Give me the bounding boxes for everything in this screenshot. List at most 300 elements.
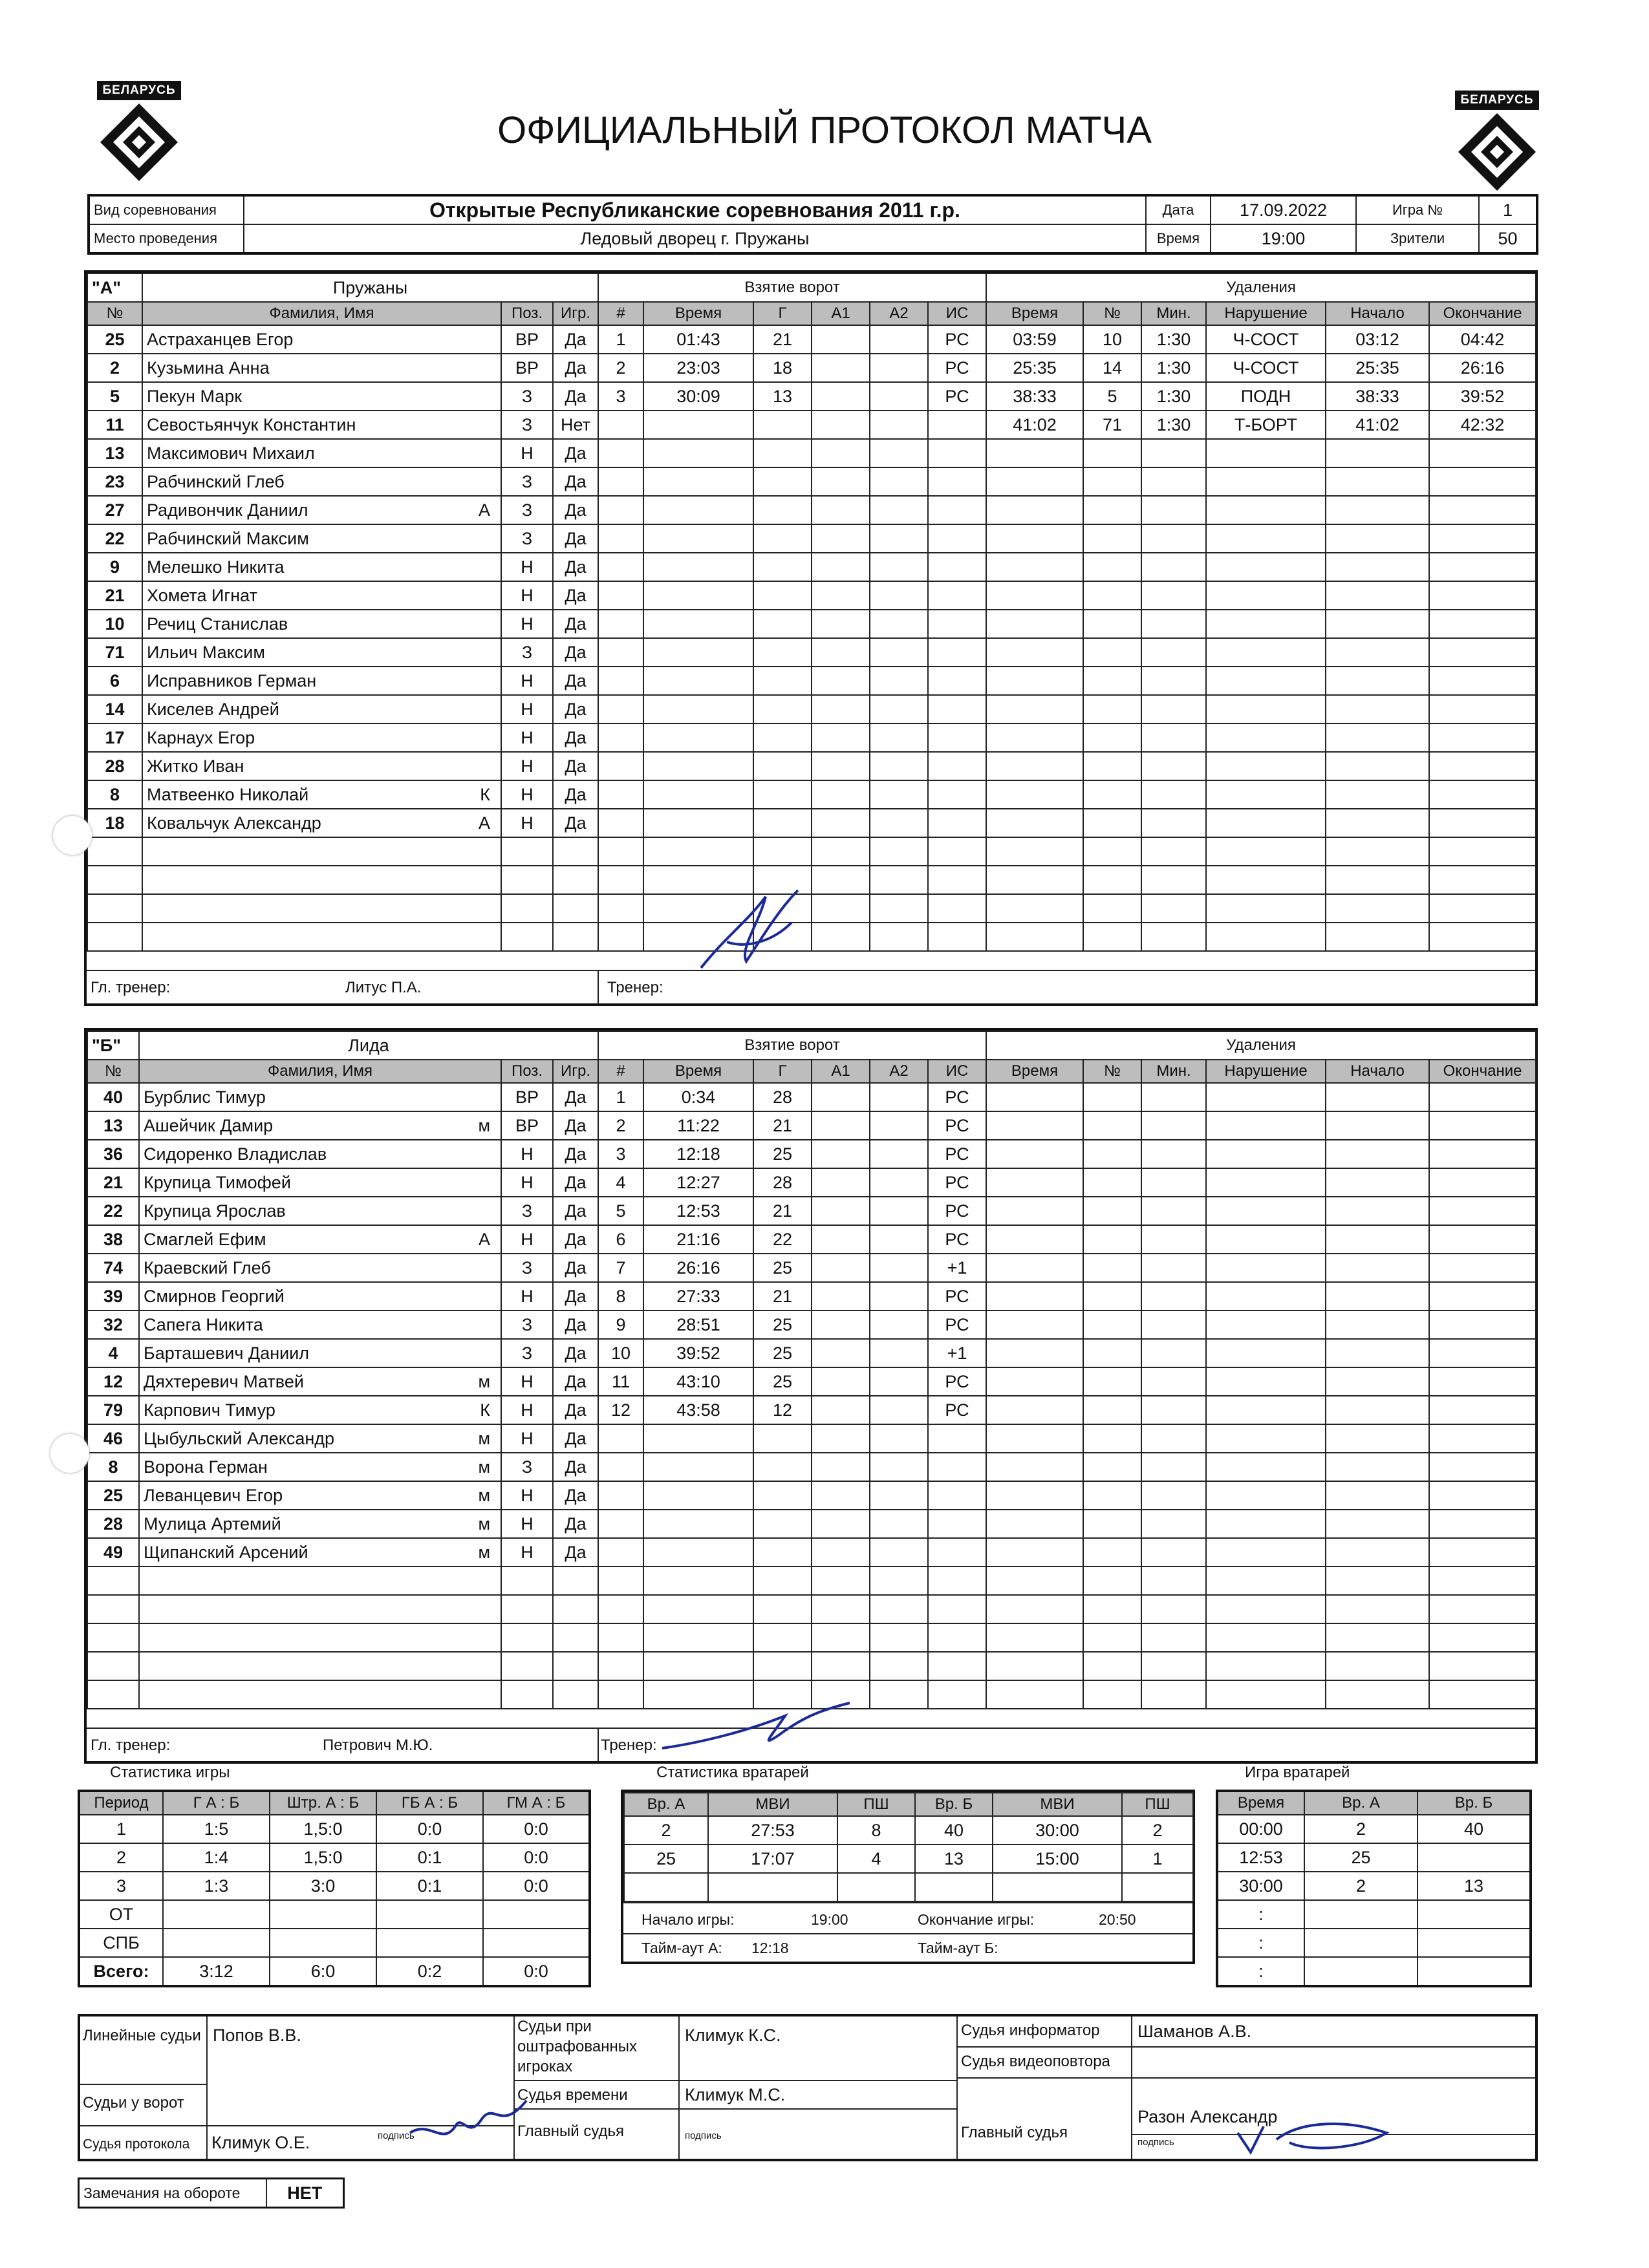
penalty-start [1326, 837, 1429, 866]
goal-assist1 [812, 1538, 870, 1567]
goal-row [598, 667, 986, 695]
penalty-start [1326, 780, 1429, 809]
penalty-end [1429, 1481, 1536, 1510]
goal-scorer [753, 667, 812, 695]
goal-row [598, 1140, 986, 1168]
game-stat-cell: 3:0 [270, 1872, 376, 1900]
goalie-play-cell [1304, 1929, 1417, 1957]
goal-scorer [753, 1453, 812, 1481]
goalie-play-row [1217, 1929, 1531, 1957]
goal-assist1 [812, 411, 870, 439]
goal-number [598, 837, 643, 866]
team-letter: "Б" [87, 1031, 139, 1060]
goal-situation [928, 581, 986, 610]
goal-row [598, 325, 986, 354]
goal-assist1 [812, 667, 870, 695]
penalty-minutes [1141, 780, 1206, 809]
penalty-time [986, 1111, 1083, 1140]
penalty-time [986, 1311, 1083, 1339]
goal-situation: РС [928, 1197, 986, 1225]
penalty-row [986, 1339, 1536, 1367]
penalty-player: 10 [1083, 325, 1141, 354]
goalie-play-cell: 30:00 [1217, 1872, 1304, 1900]
goalie-stat-cell: 2 [624, 1816, 708, 1845]
officials-section: Линейные судьи Попов В.В. Судьи у ворот Судья протокола Климук О.Е. подпись Судьи при оштрафованных игроках Климук К.С. Судья времени Климук М.С. Главный судья подпись Судья информатор Шаманов А.В. Судья видеоповтора Главный судья Разон Александр подпись [78, 2014, 1538, 2161]
goal-assist2 [870, 1367, 928, 1396]
player-row [87, 1595, 598, 1623]
penalty-start [1326, 752, 1429, 780]
table-row [87, 1031, 598, 1060]
player-row [87, 1225, 598, 1254]
penalty-time [986, 1168, 1083, 1197]
penalty-player [1083, 1140, 1141, 1168]
player-name-text: Смирнов Георгий [144, 1286, 285, 1306]
penalty-start [1326, 439, 1429, 467]
table-row [986, 1031, 1536, 1060]
goal-situation: РС [928, 1168, 986, 1197]
goal-row [598, 1396, 986, 1424]
goal-assist1 [812, 1311, 870, 1339]
player-position: З [501, 638, 553, 667]
player-flag: А [478, 813, 490, 833]
goal-assist1 [812, 1225, 870, 1254]
player-row [87, 1623, 598, 1652]
game-stat-row [79, 1815, 590, 1843]
penalty-minutes: 1:30 [1141, 411, 1206, 439]
penalty-minutes [1141, 1680, 1206, 1709]
penalty-infraction [1206, 1453, 1326, 1481]
penalty-row [986, 1254, 1536, 1282]
goal-assist2 [870, 1567, 928, 1595]
penalty-player [1083, 1481, 1141, 1510]
goal-time: 23:03 [643, 354, 753, 382]
goal-time [643, 723, 753, 752]
goal-assist2 [870, 1197, 928, 1225]
player-row [87, 354, 598, 382]
player-number: 21 [87, 1168, 139, 1197]
penalty-end: 26:16 [1429, 354, 1536, 382]
player-plays: Да [553, 1168, 598, 1197]
goalie-play-row [1217, 1843, 1531, 1872]
penalty-player [1083, 1424, 1141, 1453]
player-name [142, 723, 501, 752]
goal-situation [928, 1623, 986, 1652]
goalie-play-cell: 2 [1304, 1872, 1417, 1900]
player-name-text: Севостьянчук Константин [147, 414, 356, 434]
protocol-judge-signature-icon [404, 2094, 533, 2159]
player-row [87, 1111, 598, 1140]
penalty-player [1083, 496, 1141, 524]
player-number: 79 [87, 1396, 139, 1424]
penalty-infraction [1206, 780, 1326, 809]
penalty-player [1083, 1595, 1141, 1623]
goal-number [598, 1652, 643, 1680]
penalty-time [986, 1396, 1083, 1424]
player-plays [553, 1595, 598, 1623]
goal-assist1 [812, 1453, 870, 1481]
player-position [501, 866, 553, 894]
penalty-player: 14 [1083, 354, 1141, 382]
player-plays: Да [553, 581, 598, 610]
player-number [87, 894, 142, 923]
penalty-end [1429, 1254, 1536, 1282]
player-plays: Да [553, 1481, 598, 1510]
penalty-row [986, 1367, 1536, 1396]
penalty-minutes [1141, 439, 1206, 467]
penalty-end [1429, 695, 1536, 723]
penalty-time [986, 524, 1083, 553]
player-name [139, 1311, 501, 1339]
penalty-infraction: Ч-СОСТ [1206, 354, 1326, 382]
penalty-minutes [1141, 1140, 1206, 1168]
player-position: Н [501, 1396, 553, 1424]
player-number: 40 [87, 1083, 139, 1111]
goal-row [598, 1282, 986, 1311]
penalty-player [1083, 524, 1141, 553]
player-name [142, 866, 501, 894]
penalty-infraction [1206, 524, 1326, 553]
player-name-text: Леванцевич Егор [144, 1485, 283, 1505]
player-plays: Да [553, 723, 598, 752]
goal-scorer [753, 1538, 812, 1567]
player-row [87, 1339, 598, 1367]
goal-assist2 [870, 439, 928, 467]
game-stat-cell [483, 1900, 590, 1929]
player-number [87, 1623, 139, 1652]
penalty-end [1429, 1680, 1536, 1709]
goalie-play-cell [1417, 1957, 1531, 1986]
penalty-end [1429, 1396, 1536, 1424]
player-name [139, 1339, 501, 1367]
player-position: Н [501, 581, 553, 610]
player-plays: Да [553, 1424, 598, 1453]
goal-scorer [753, 496, 812, 524]
player-flag: А [478, 1229, 490, 1249]
player-row [87, 1538, 598, 1567]
game-start: 19:00 [811, 1911, 848, 1928]
penalty-start [1326, 1680, 1429, 1709]
goal-situation [928, 695, 986, 723]
penalty-minutes [1141, 1595, 1206, 1623]
player-row [87, 467, 598, 496]
player-name-text: Ковальчук Александр [147, 813, 321, 833]
goalie-stat-cell [837, 1873, 915, 1901]
player-plays: Да [553, 1538, 598, 1567]
penalty-end [1429, 524, 1536, 553]
goal-scorer [753, 1652, 812, 1680]
goal-assist2 [870, 610, 928, 638]
goal-scorer [753, 467, 812, 496]
goal-scorer: 28 [753, 1083, 812, 1111]
penalty-end [1429, 1197, 1536, 1225]
table-row [598, 273, 986, 302]
penalty-minutes [1141, 1481, 1206, 1510]
goal-scorer: 28 [753, 1168, 812, 1197]
penalty-minutes [1141, 1424, 1206, 1453]
penalty-row [986, 1595, 1536, 1623]
goal-situation: РС [928, 1225, 986, 1254]
remarks-value: НЕТ [266, 2179, 344, 2208]
penalty-player [1083, 1282, 1141, 1311]
table-row [598, 1031, 986, 1060]
goal-scorer [753, 439, 812, 467]
penalty-row [986, 1083, 1536, 1111]
player-row [87, 1510, 598, 1538]
penalty-time [986, 610, 1083, 638]
goal-time: 12:27 [643, 1168, 753, 1197]
penalty-start [1326, 1140, 1429, 1168]
penalty-time [986, 1680, 1083, 1709]
goal-assist1 [812, 610, 870, 638]
penalty-time [986, 894, 1083, 923]
player-name [139, 1595, 501, 1623]
penalty-start: 38:33 [1326, 382, 1429, 411]
goal-situation [928, 667, 986, 695]
goal-situation: +1 [928, 1339, 986, 1367]
player-position: З [501, 467, 553, 496]
penalty-start: 41:02 [1326, 411, 1429, 439]
player-row [87, 1367, 598, 1396]
player-number [87, 1680, 139, 1709]
goal-time: 39:52 [643, 1339, 753, 1367]
player-number: 28 [87, 1510, 139, 1538]
goalie-play-cell: 12:53 [1217, 1843, 1304, 1872]
penalty-time [986, 1424, 1083, 1453]
player-plays: Да [553, 382, 598, 411]
penalty-time [986, 1453, 1083, 1481]
player-number: 32 [87, 1311, 139, 1339]
penalty-end [1429, 467, 1536, 496]
penalty-row [986, 752, 1536, 780]
penalty-infraction [1206, 1197, 1326, 1225]
player-name [142, 553, 501, 581]
player-plays: Да [553, 1225, 598, 1254]
main-judge: Разон Александр [1137, 2107, 1278, 2126]
penalty-time [986, 923, 1083, 951]
goal-assist2 [870, 354, 928, 382]
penalty-time [986, 1282, 1083, 1311]
time-judge: Климук М.С. [685, 2085, 786, 2104]
goal-assist1 [812, 1510, 870, 1538]
team-b-section [84, 1028, 1538, 1764]
player-row [87, 695, 598, 723]
player-row [87, 1396, 598, 1424]
player-flag: м [478, 1115, 490, 1135]
player-name-text: Мелешко Никита [147, 557, 285, 577]
penalty-minutes [1141, 1453, 1206, 1481]
goal-assist2 [870, 1652, 928, 1680]
goal-situation [928, 752, 986, 780]
goal-assist1 [812, 1339, 870, 1367]
player-position: З [501, 1254, 553, 1282]
player-name-text: Радивончик Даниил [147, 500, 308, 520]
penalty-infraction: Ч-СОСТ [1206, 325, 1326, 354]
goal-assist1 [812, 780, 870, 809]
player-name [142, 809, 501, 837]
penalty-minutes [1141, 1083, 1206, 1111]
player-number [87, 866, 142, 894]
logo-text: БЕЛАРУСЬ [1455, 91, 1539, 110]
penalty-infraction: Т-БОРТ [1206, 411, 1326, 439]
player-flag: м [478, 1428, 490, 1448]
goal-assist2 [870, 496, 928, 524]
goal-number [598, 638, 643, 667]
goal-situation [928, 894, 986, 923]
goal-number [598, 752, 643, 780]
goal-assist1 [812, 496, 870, 524]
goal-situation [928, 1424, 986, 1453]
player-name [139, 1652, 501, 1680]
goalie-stat-cell: 17:07 [708, 1845, 837, 1873]
goal-time: 12:18 [643, 1140, 753, 1168]
goal-assist1 [812, 1623, 870, 1652]
player-plays: Да [553, 780, 598, 809]
goal-scorer: 25 [753, 1339, 812, 1367]
goal-row [598, 1367, 986, 1396]
goal-time: 12:53 [643, 1197, 753, 1225]
player-name [142, 923, 501, 951]
player-name [142, 411, 501, 439]
player-flag: м [478, 1485, 490, 1505]
goalie-play-cell [1417, 1929, 1531, 1957]
penalty-end [1429, 1311, 1536, 1339]
goal-scorer: 25 [753, 1254, 812, 1282]
goalie-stat-cell: 2 [1122, 1816, 1193, 1845]
goal-assist2 [870, 695, 928, 723]
penalty-end: 42:32 [1429, 411, 1536, 439]
player-flag: м [478, 1371, 490, 1391]
penalty-row [986, 1168, 1536, 1197]
player-position: Н [501, 1481, 553, 1510]
penalty-player [1083, 1453, 1141, 1481]
player-row [87, 1311, 598, 1339]
penalty-player [1083, 1652, 1141, 1680]
player-position: Н [501, 1367, 553, 1396]
penalty-player [1083, 866, 1141, 894]
player-name-text: Ашейчик Дамир [144, 1115, 274, 1135]
penalty-time [986, 638, 1083, 667]
goal-row [598, 382, 986, 411]
penalty-infraction [1206, 1339, 1326, 1367]
goal-assist2 [870, 411, 928, 439]
goal-assist2 [870, 1254, 928, 1282]
player-position: Н [501, 1282, 553, 1311]
player-row [87, 610, 598, 638]
penalty-minutes [1141, 1510, 1206, 1538]
penalty-row [986, 467, 1536, 496]
penalty-end [1429, 1140, 1536, 1168]
goal-situation [928, 866, 986, 894]
player-name [139, 1367, 501, 1396]
penalty-start [1326, 723, 1429, 752]
player-number: 11 [87, 411, 142, 439]
penalty-minutes [1141, 638, 1206, 667]
penalty-end [1429, 923, 1536, 951]
penalty-row [986, 1225, 1536, 1254]
penalty-time [986, 1197, 1083, 1225]
penalty-time [986, 1367, 1083, 1396]
player-number: 22 [87, 524, 142, 553]
player-row [87, 1567, 598, 1595]
player-number: 14 [87, 695, 142, 723]
game-stat-cell: Всего: [79, 1957, 163, 1986]
penalty-minutes [1141, 496, 1206, 524]
penalty-end [1429, 809, 1536, 837]
player-number: 22 [87, 1197, 139, 1225]
table-row: Время № Мин. Нарушение Начало Окончание [986, 302, 1536, 325]
goal-assist2 [870, 1168, 928, 1197]
player-name [139, 1510, 501, 1538]
player-name-text: Сидоренко Владислав [144, 1144, 327, 1164]
penalty-player [1083, 1567, 1141, 1595]
penalty-player [1083, 1367, 1141, 1396]
goal-number [598, 1481, 643, 1510]
goal-assist1 [812, 1254, 870, 1282]
player-name-text: Щипанский Арсений [144, 1542, 308, 1562]
penalty-minutes [1141, 667, 1206, 695]
penalty-minutes [1141, 723, 1206, 752]
penalty-row [986, 382, 1536, 411]
goal-assist1 [812, 439, 870, 467]
goal-number [598, 553, 643, 581]
penalties-title: Удаления [986, 1031, 1536, 1060]
player-name [142, 638, 501, 667]
goal-time: 21:16 [643, 1225, 753, 1254]
goal-assist1 [812, 638, 870, 667]
goal-number: 7 [598, 1254, 643, 1282]
penalty-row [986, 1481, 1536, 1510]
player-position: З [501, 1311, 553, 1339]
player-number: 49 [87, 1538, 139, 1567]
game-stat-cell: 0:0 [483, 1815, 590, 1843]
goal-situation [928, 411, 986, 439]
team-name: Пружаны [142, 273, 598, 302]
table-row: Период Г А : Б Штр. А : Б ГБ А : Б ГМ А : Б [79, 1791, 590, 1815]
penalty-infraction: ПОДН [1206, 382, 1326, 411]
player-name [139, 1140, 501, 1168]
goal-number [598, 1595, 643, 1623]
player-name [139, 1225, 501, 1254]
goal-row [598, 524, 986, 553]
goal-situation [928, 1680, 986, 1709]
player-name [142, 325, 501, 354]
player-name [142, 610, 501, 638]
player-name-text: Мулица Артемий [144, 1514, 281, 1534]
penalty-time: 03:59 [986, 325, 1083, 354]
penalty-time [986, 1339, 1083, 1367]
penalty-time [986, 837, 1083, 866]
player-number [87, 1567, 139, 1595]
player-name-text: Кузьмина Анна [147, 358, 270, 378]
player-position: Н [501, 1168, 553, 1197]
goal-time: 11:22 [643, 1111, 753, 1140]
penalty-player [1083, 1680, 1141, 1709]
goal-scorer [753, 809, 812, 837]
goal-time [643, 1510, 753, 1538]
goal-situation: РС [928, 1282, 986, 1311]
penalty-player [1083, 1510, 1141, 1538]
player-position: З [501, 382, 553, 411]
penalty-end [1429, 667, 1536, 695]
penalty-start [1326, 553, 1429, 581]
goal-situation [928, 1510, 986, 1538]
goalie-stat-cell: 25 [624, 1845, 708, 1873]
player-position: Н [501, 695, 553, 723]
player-plays: Да [553, 1282, 598, 1311]
player-position: ВР [501, 325, 553, 354]
penalty-end [1429, 581, 1536, 610]
page-title: ОФИЦИАЛЬНЫЙ ПРОТОКОЛ МАТЧА [497, 109, 1152, 151]
